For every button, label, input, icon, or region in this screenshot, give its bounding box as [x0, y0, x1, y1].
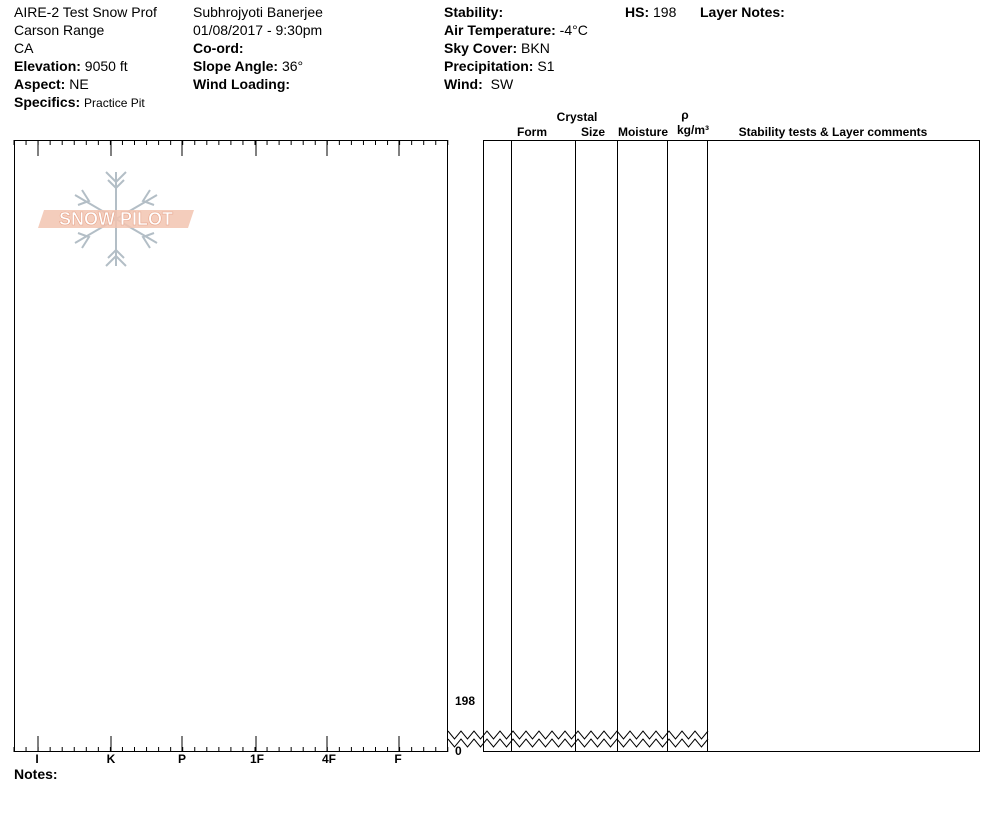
hardness-label-k: K [106, 752, 116, 766]
air-temp-value: -4°C [559, 22, 588, 38]
hs-value: 198 [653, 4, 677, 20]
wind-value: SW [490, 76, 514, 92]
hardness-label-p: P [177, 752, 186, 766]
comments-header: Stability tests & Layer comments [738, 125, 928, 139]
profile-title: AIRE-2 Test Snow Prof [14, 4, 157, 20]
layer-notes-label: Layer Notes: [700, 4, 785, 20]
specifics-label: Specifics: [14, 94, 81, 110]
coord-label: Co-ord: [193, 40, 244, 56]
sky-cover-label: Sky Cover: [444, 40, 518, 56]
rho-header: ρ [681, 108, 689, 122]
precipitation-value: S1 [537, 58, 555, 74]
wind-label: Wind: [444, 76, 483, 92]
hardness-label-1f: 1F [249, 752, 264, 766]
state-name: CA [14, 40, 34, 56]
aspect-label: Aspect: [14, 76, 66, 92]
notes-label: Notes: [14, 766, 58, 782]
moisture-header: Moisture [617, 125, 668, 139]
hardness-label-4f: 4F [321, 752, 336, 766]
air-temp-label: Air Temperature: [444, 22, 556, 38]
wind-loading-label: Wind Loading: [193, 76, 291, 92]
slope-label: Slope Angle: [193, 58, 279, 74]
density-unit-header: kg/m³ [676, 123, 709, 137]
hs-label: HS: [625, 4, 650, 20]
depth-label-top: 198 [455, 694, 476, 708]
elevation-value: 9050 ft [84, 58, 128, 74]
stability-label: Stability: [444, 4, 504, 20]
precipitation-label: Precipitation: [444, 58, 534, 74]
form-header: Form [517, 125, 547, 139]
break-zigzag-upper [448, 731, 708, 739]
break-zigzag-lower [448, 739, 708, 747]
range-name: Carson Range [14, 22, 105, 38]
size-header: Size [580, 125, 605, 139]
hardness-label-i: I [35, 752, 39, 766]
crystal-header: Crystal [556, 110, 598, 124]
observer-name: Subhrojyoti Banerjee [193, 4, 323, 20]
sky-cover-value: BKN [521, 40, 550, 56]
specifics-value: Practice Pit [84, 96, 145, 110]
slope-value: 36° [281, 58, 304, 74]
hardness-label-f: F [394, 752, 402, 766]
logo-text: SNOW PILOT [59, 209, 173, 229]
aspect-value: NE [69, 76, 89, 92]
depth-label-bottom: 0 [455, 744, 462, 758]
observation-datetime: 01/08/2017 - 9:30pm [193, 22, 323, 38]
elevation-label: Elevation: [14, 58, 81, 74]
